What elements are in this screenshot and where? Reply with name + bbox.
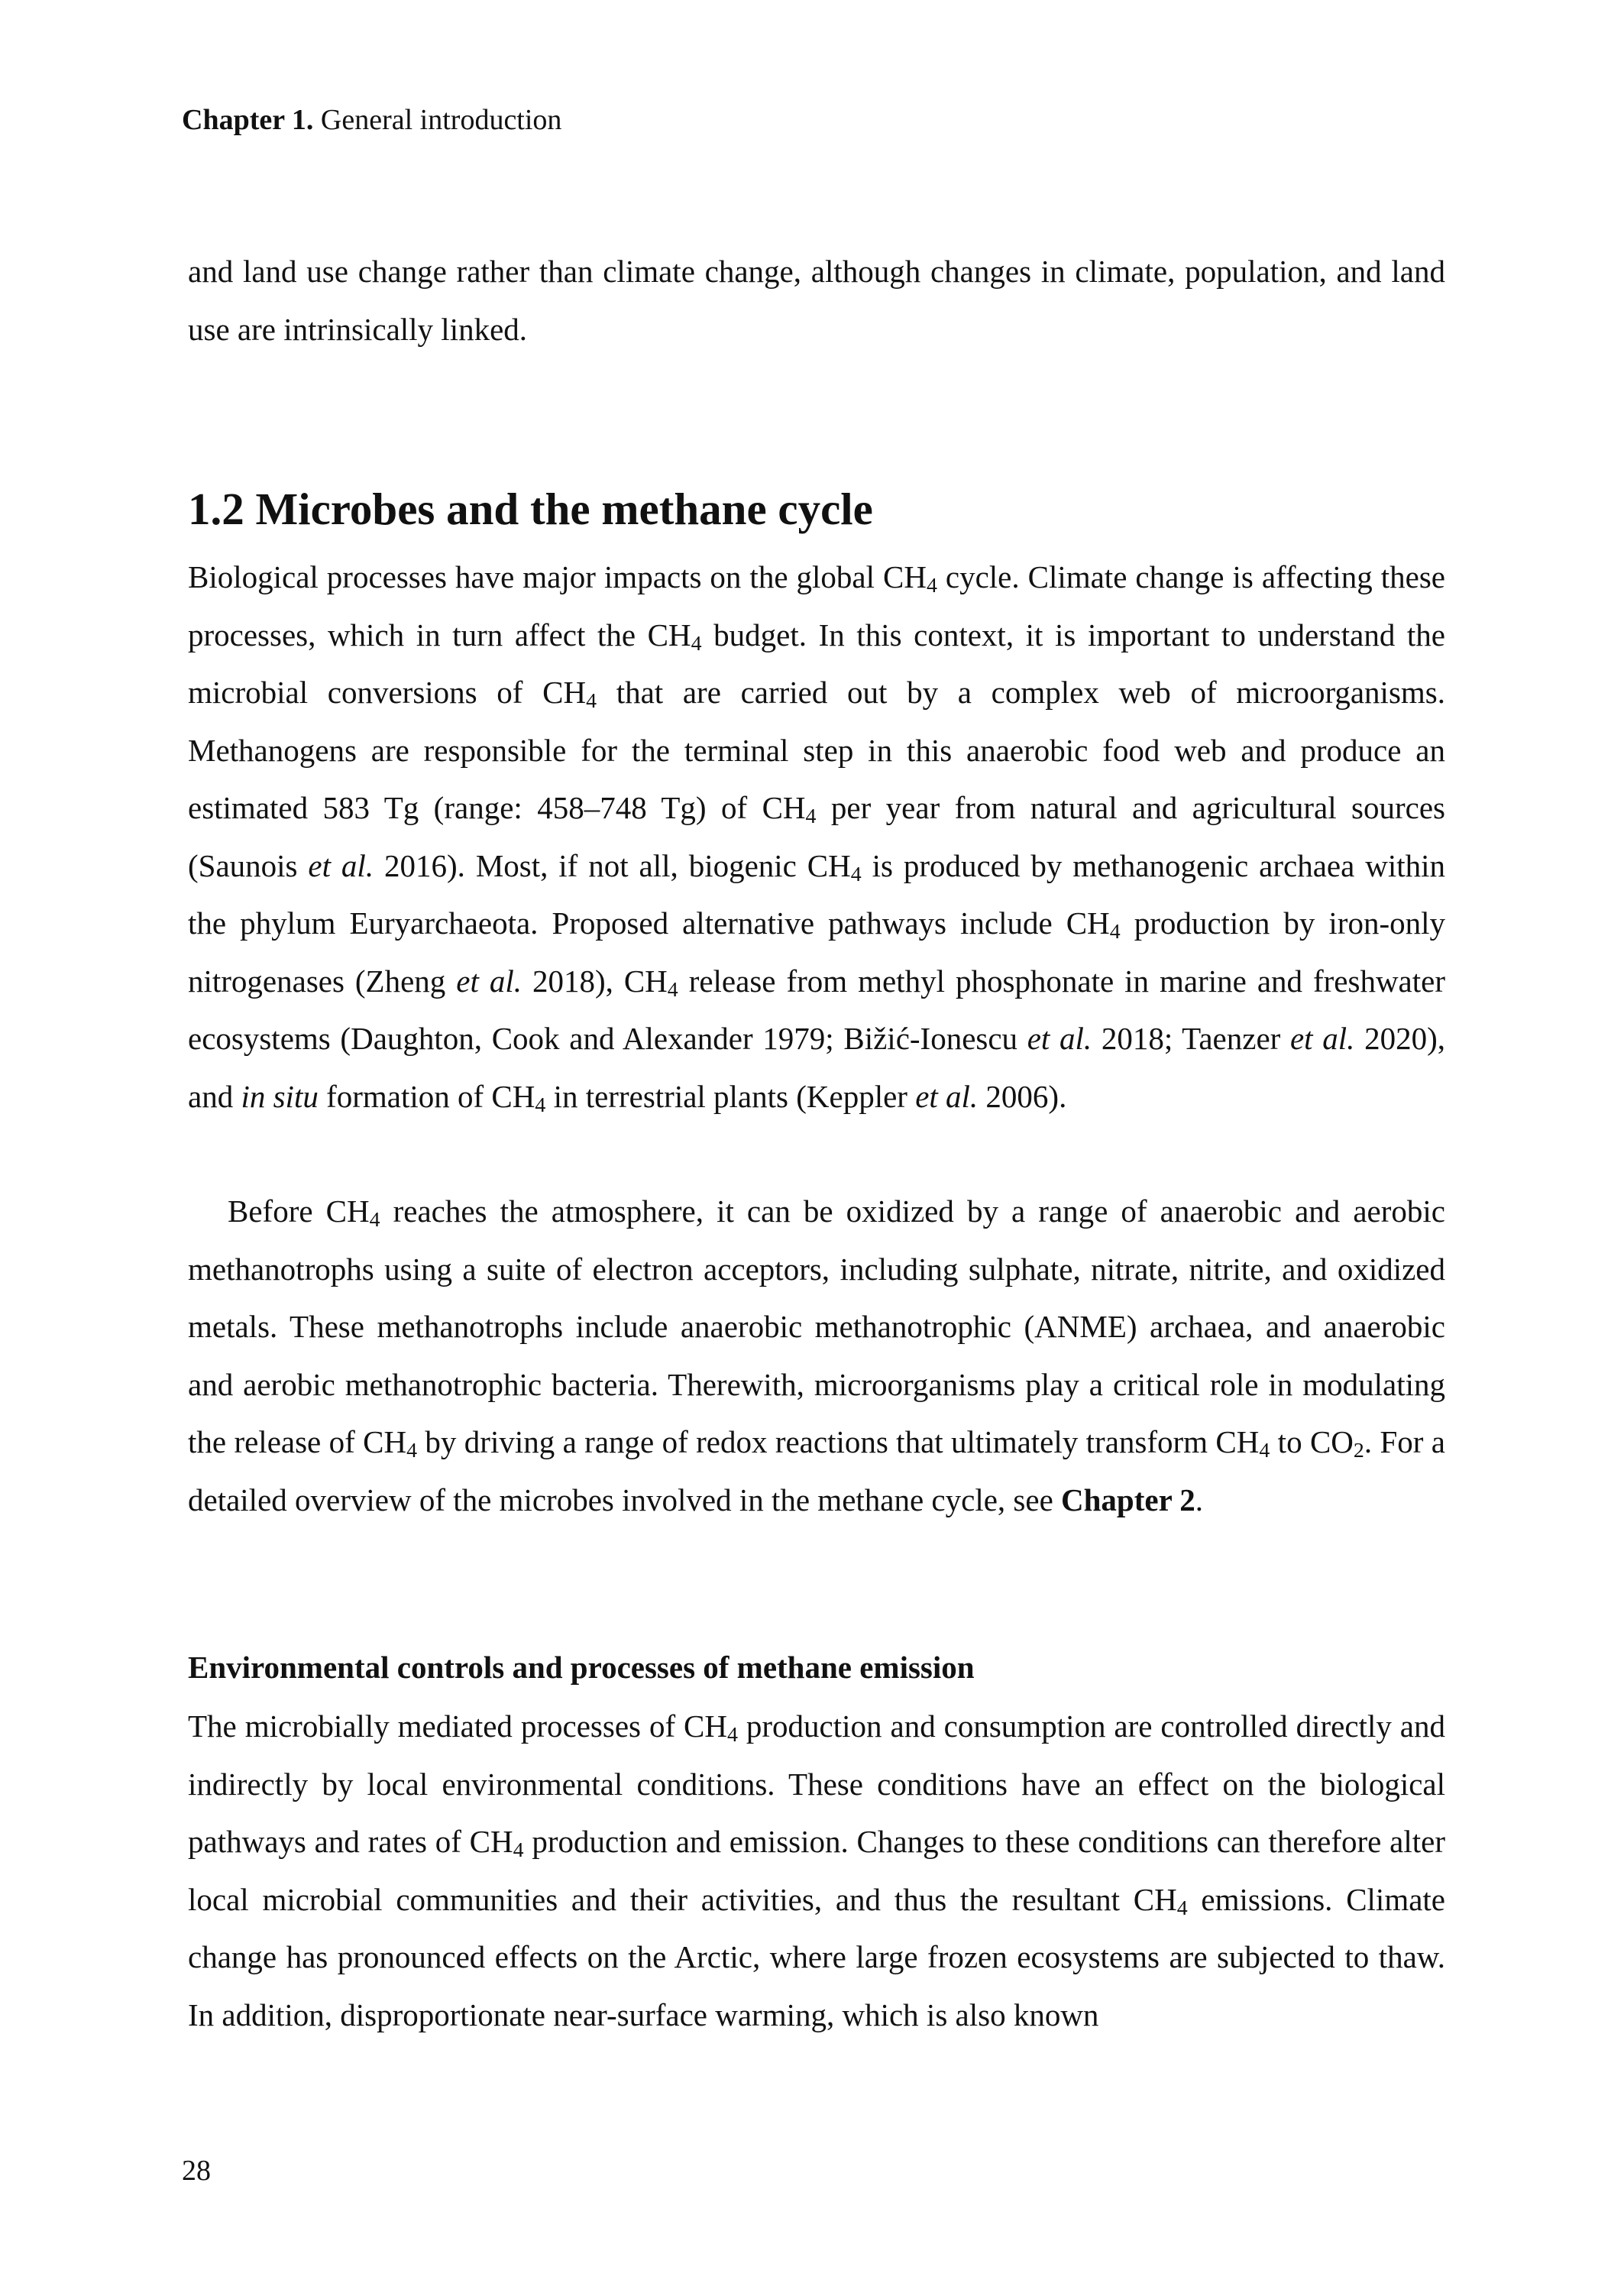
et-al: et al. xyxy=(1289,1021,1355,1056)
subscript-4: 4 xyxy=(406,1439,418,1463)
subscript-4: 4 xyxy=(667,977,678,1002)
section-title: 1.2 Microbes and the methane cycle xyxy=(188,484,873,534)
et-al: et al. xyxy=(308,847,374,883)
page-number: 28 xyxy=(182,2155,211,2187)
subscript-4: 4 xyxy=(926,574,937,598)
running-header xyxy=(182,101,561,139)
subscript-4: 4 xyxy=(1109,920,1121,944)
subscript-4: 4 xyxy=(805,805,817,829)
subscript-2: 2 xyxy=(1353,1439,1364,1463)
subscript-4: 4 xyxy=(1176,1896,1188,1920)
chapter-label: Chapter 1. xyxy=(182,104,314,136)
paragraph-methane-cycle: Biological processes have major impacts on the global $CH_4$ cycle. Climate change is affecting these processes, which in turn affect the $CH_4$ budget. In this context, it is important to understand the microbial conversions of $CH_4$ that are carried out by a complex web of microorganisms. Methanogens are responsible for the terminal step in this anaerobic food web and produce an estimated 583 Tg (range: 458–748 Tg) of $CH_4$ per year from natural and agricultural sources (Saunois et al. 2016). Most, if not all, biogenic $CH_4$ is produced by methanogenic archaea within the phylum Euryarchaeota. Proposed alternative pathways include $CH_4$ production by iron-only nitrogenases (Zheng et al. 2018), $CH_4$ release from methyl phosphonate in marine and freshwater ecosystems (Daughton, Cook and Alexander 1979; Bižić-Ionescu et al. 2018; Taenzer et al. 2020), and in situ formation of $CH_4$ in terrestrial plants (Keppler et al. 2006). xyxy=(188,559,1446,1117)
et-al: et al. xyxy=(456,963,522,999)
subscript-4: 4 xyxy=(586,689,597,714)
subscript-4: 4 xyxy=(1259,1439,1270,1463)
et-al: et al. xyxy=(915,1078,979,1114)
chapter-2-reference: Chapter 2 xyxy=(1061,1482,1195,1517)
subscript-4: 4 xyxy=(727,1723,738,1747)
in-situ: in situ xyxy=(241,1078,319,1114)
paragraph-methanotrophs: Before $CH_4$ reaches the atmosphere, it can be oxidized by a range of anaerobic and aerobic methanotrophs using a suite of electron acceptors, including sulphate, nitrate, nitrite, and oxidized metals. These methanotrophs include anaerobic methanotrophic (ANME) archaea, and anaerobic and aerobic methanotrophic bacteria. Therewith, microorganisms play a critical role in modulating the release of $CH_4$ by driving a range of redox reactions that ultimately transform $CH_4$ to $CO_2$. For a detailed overview of the microbes involved in the methane cycle, see Chapter 2. xyxy=(188,1193,1445,1517)
chapter-title: General introduction xyxy=(320,104,562,136)
subscript-4: 4 xyxy=(513,1838,524,1863)
subscript-4: 4 xyxy=(850,862,862,886)
subscript-4: 4 xyxy=(691,631,702,656)
subsection-title: Environmental controls and processes of methane emission xyxy=(188,1650,975,1685)
subscript-4: 4 xyxy=(369,1208,380,1232)
et-al: et al. xyxy=(1027,1021,1092,1056)
paragraph-environmental-controls: The microbially mediated processes of $CH_4$ production and consumption are controlled directly and indirectly by local environmental conditions. These conditions have an effect on the biological pathways and rates of $CH_4$ production and emission. Changes to these conditions can therefore alter local microbial communities and their activities, and thus the resultant $CH_4$ emissions. Climate change has pronounced effects on the Arctic, where large frozen ecosystems are subjected to thaw. In addition, disproportionate near-surface warming, which is also known xyxy=(188,1708,1446,2032)
continued-paragraph: and land use change rather than climate change, although changes in climate, population, and land use are intrinsically linked. xyxy=(188,254,1445,347)
subscript-4: 4 xyxy=(535,1093,546,1117)
